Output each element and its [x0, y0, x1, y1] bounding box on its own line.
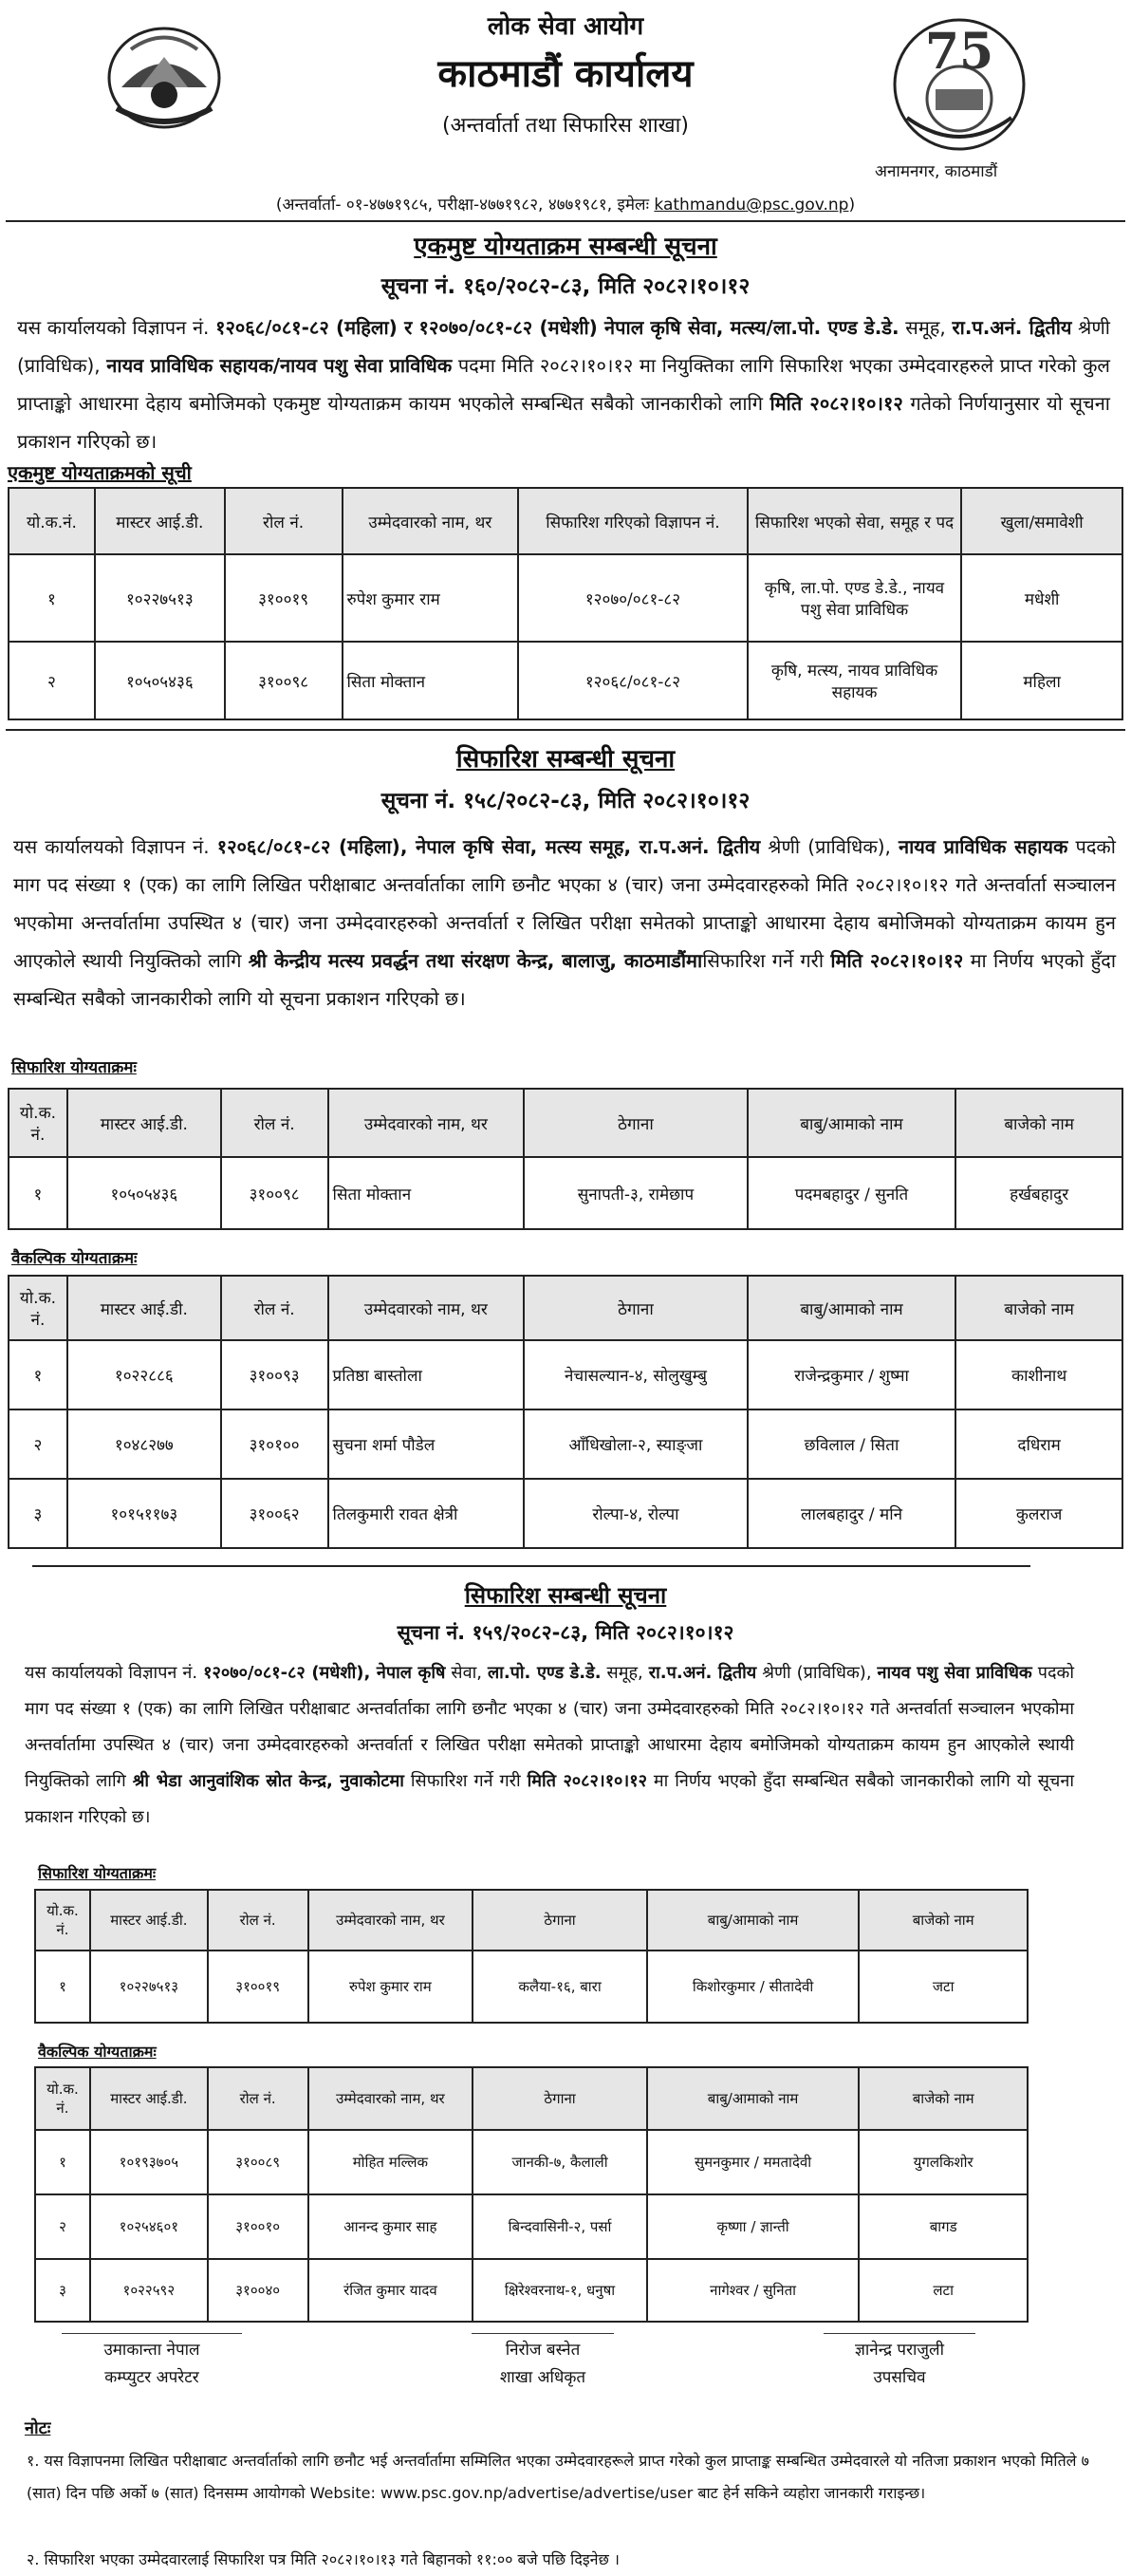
section3-alt-label: वैकल्पिक योग्यताक्रमः: [38, 2043, 157, 2061]
signatory-title: कम्प्युटर अपरेटर: [104, 2368, 199, 2387]
table-header-row: यो.क. नं. मास्टर आई.डी. रोल नं. उम्मेदवारको नाम, थर ठेगाना बाबु/आमाको नाम बाजेको नाम: [9, 1276, 1122, 1340]
section3-paragraph: यस कार्यालयको विज्ञापन नं. १२०७०/०८१-८२ (मधेशी), नेपाल कृषि सेवा, ला.पो. एण्ड डे.डे. समूह, रा.प.अनं. द्वितीय श्रेणी (प्राविधिक), नायव पशु सेवा प्राविधिक पदको माग पद संख्या १ (एक) का लागि लिखित परीक्षाबाट अन्तर्वार्ताका लागि छनौट भएका ४ (चार) जना उम्मेदवारहरुको मिति २०८२।१०।१२ गते अन्तर्वार्ता सञ्चालन भएकोमा अन्तर्वार्तामा उपस्थित ४ (चार) जना उम्मेदवारहरुको अन्तर्वार्ता र लिखित परीक्षा समेतको प्राप्ताङ्को आधारमा देहाय बमोजिमको योग्यताक्रम कायम हुन आएकोले स्थायी नियुक्तिको लागि श्री भेडा आनुवांशिक स्रोत केन्द्र, नुवाकोटमा सिफारिश गर्ने गरी मिति २०८२।१०।१२ मा निर्णय भएको हुँदा सम्बन्धित सबैको जानकारीको लागि यो सूचना प्रकाशन गरिएको छ।: [25, 1663, 1074, 1827]
notes-title: नोटः: [25, 2418, 51, 2438]
header-cell: मास्टर आई.डी.: [95, 488, 225, 554]
section2-alt-table: [8, 1275, 1123, 1549]
table-row: १ १०५०५४३६ ३१००९८ सिता मोक्तान सुनापती-३, रामेछाप पदमबहादुर / सुनति हर्खबहादुर: [9, 1157, 1122, 1229]
anniversary-logo: [888, 13, 1030, 156]
table-row: ३ १०१५११७३ ३१००६२ तिलकुमारी रावत क्षेत्री रोल्पा-४, रोल्पा लालबहादुर / मनि कुलराज: [9, 1479, 1122, 1548]
header-rule: [6, 220, 1125, 222]
section1-paragraph: यस कार्यालयको विज्ञापन नं. १२०६८/०८१-८२ (महिला) र १२०७०/०८१-८२ (मधेशी) नेपाल कृषि सेवा, मत्स्य/ला.पो. एण्ड डे.डे. समूह, रा.प.अनं. द्वितीय श्रेणी (प्राविधिक), नायव प्राविधिक सहायक/नायव पशु सेवा प्राविधिक पदमा मिति २०८२।१०।१२ मा नियुक्तिका लागि सिफारिश भएका उम्मेदवारहरुले प्राप्त गरेको कुल प्राप्ताङ्को आधारमा देहाय बमोजिमको एकमुष्ट योग्यताक्रम कायम भएकोले सम्बन्धित सबैको जानकारीको लागि मिति २०८२।१०।१२ गतेको निर्णयानुसार यो सूचना प्रकाशन गरिएको छ।: [17, 316, 1110, 453]
section3-rec-table: [34, 1889, 1029, 2024]
table-row: १ १०१९३७०५ ३१००८९ मोहित मल्लिक जानकी-७, कैलाली सुमनकुमार / ममतादेवी युगलकिशोर: [35, 2130, 1028, 2194]
contact-line: [0, 193, 1131, 215]
signature-block: [57, 2333, 247, 2387]
office-address: अनामनगर, काठमाडौं: [875, 162, 998, 181]
section2-paragraph: यस कार्यालयको विज्ञापन नं. १२०६८/०८१-८२ (महिला), नेपाल कृषि सेवा, मत्स्य समूह, रा.प.अनं. द्वितीय श्रेणी (प्राविधिक), नायव प्राविधिक सहायक पदको माग पद संख्या १ (एक) का लागि लिखित परीक्षाबाट अन्तर्वार्ताका लागि छनौट भएका ४ (चार) जना उम्मेदवारहरुको मिति २०८२।१०।१२ गते अन्तर्वार्ता सञ्चालन भएकोमा अन्तर्वार्तामा उपस्थित ४ (चार) जना उम्मेदवारहरुको अन्तर्वार्ता र लिखित परीक्षा समेतको प्राप्ताङ्को आधारमा देहाय बमोजिमको योग्यताक्रम कायम हुन आएकोले स्थायी नियुक्तिको लागि श्री केन्द्रीय मत्स्य प्रवर्द्धन तथा संरक्षण केन्द्र, बालाजु, काठमाडौंमासिफारिश गर्ने गरी मिति २०८२।१०।१२ मा निर्णय भएको हुँदा सम्बन्धित सबैको जानकारीको लागि यो सूचना प्रकाशन गरिएको छ।: [13, 835, 1116, 1010]
section1-list-label: एकमुष्ट योग्यताक्रमको सूची: [8, 461, 192, 484]
header-cell: यो.क.नं.: [9, 488, 95, 554]
header-cell: सिफारिश भएको सेवा, समूह र पद: [748, 488, 962, 554]
table-header-row: [9, 488, 1122, 554]
contact-numbers: (अन्तर्वार्ता- ०१-४७७१९८५, परीक्षा-४७७१९८२, ४७७१९८१, इमेलः: [275, 196, 655, 215]
note-1: १. यस विज्ञापनमा लिखित परीक्षाबाट अन्तर्वार्ताको लागि छनौट भई अन्तर्वार्तामा सम्मिलित भएका उम्मेदवारहरूले प्राप्त गरेको कुल प्राप्ताङ्क सम्बन्धित उम्मेदवारले यो नतिजा प्रकाशन भएको मितिले ७ (सात) दिन पछि अर्को ७ (सात) दिनसम्म आयोगको Website: www.psc.gov.np/advertise/advertise/user बाट हेर्न सकिने व्यहोरा जानकारी गराइन्छ।: [27, 2452, 1089, 2502]
svg-text:75: 75: [924, 23, 994, 81]
section2-rule: [32, 1565, 1030, 1567]
table-row: २ १०५०५४३६ ३१००९८ सिता मोक्तान १२०६८/०८१-८२ कृषि, मत्स्य, नायव प्राविधिक सहायक महिला: [9, 642, 1122, 719]
table-row: ३ १०२२५९२ ३१००४० रंजित कुमार यादव क्षिरेश्वरनाथ-१, धनुषा नागेश्वर / सुनिता लटा: [35, 2259, 1028, 2322]
commission-name: लोक सेवा आयोग: [487, 12, 644, 41]
header-cell: उम्मेदवारको नाम, थर: [343, 488, 519, 554]
section2-title: सिफारिश सम्बन्धी सूचना: [455, 745, 676, 774]
table-header-row: यो.क. नं. मास्टर आई.डी. रोल नं. उम्मेदवारको नाम, थर ठेगाना बाबु/आमाको नाम बाजेको नाम: [35, 2067, 1028, 2130]
signatory-name: निरोज बस्नेत: [505, 2341, 581, 2360]
section3-title: सिफारिश सम्बन्धी सूचना: [464, 1582, 667, 1609]
branch-name: (अन्तर्वार्ता तथा सिफारिस शाखा): [442, 114, 689, 138]
header-cell: सिफारिश गरिएको विज्ञापन नं.: [518, 488, 748, 554]
signature-block: [448, 2333, 638, 2387]
table-header-row: यो.क. नं. मास्टर आई.डी. रोल नं. उम्मेदवारको नाम, थर ठेगाना बाबु/आमाको नाम बाजेको नाम: [35, 1890, 1028, 1951]
section2-rec-table: [8, 1088, 1123, 1230]
table-row: १ १०२२७५१३ ३१००१९ रुपेश कुमार राम कलैया-१६, बारा किशोरकुमार / सीतादेवी जटा: [35, 1951, 1028, 2023]
table-row: २ १०४८२७७ ३१०१०० सुचना शर्मा पौडेल आँधिखोला-२, स्याङ्जा छविलाल / सिता दधिराम: [9, 1409, 1122, 1479]
table-row: २ १०२५४६०१ ३१००१० आनन्द कुमार साह बिन्दवासिनी-२, पर्सा कृष्णा / ज्ञान्ती बागड: [35, 2194, 1028, 2259]
header-cell: खुला/समावेशी: [961, 488, 1122, 554]
section3-alt-table: [34, 2066, 1029, 2323]
section1-rule: [6, 729, 1125, 731]
signatory-name: ज्ञानेन्द्र पराजुली: [855, 2341, 944, 2360]
section1-notice-number: सूचना नं. १६०/२०८२-८३, मिति २०८२।१०।१२: [380, 274, 751, 299]
signatory-title: उपसचिव: [873, 2368, 926, 2387]
table-row: १ १०२२७५१३ ३१००१९ रुपेश कुमार राम १२०७०/०८१-८२ कृषि, ला.पो. एण्ड डे.डे., नायव पशु सेवा प्राविधिक मधेशी: [9, 554, 1122, 642]
contact-close: ): [848, 196, 856, 215]
section2-rec-label: सिफारिश योग्यताक्रमः: [11, 1058, 137, 1077]
signatory-title: शाखा अधिकृत: [499, 2368, 586, 2387]
section3-notice-number: सूचना नं. १५९/२०८२-८३, मिति २०८२।१०।१२: [397, 1621, 734, 1644]
website-link[interactable]: www.psc.gov.np/advertise/advertise/user: [380, 2484, 694, 2502]
note-2: २. सिफारिश भएका उम्मेदवारलाई सिफारिश पत्र मिति २०८२।१०।१३ गते बिहानको ११:०० बजे पछि दिइनेछ ।: [27, 2550, 620, 2568]
table-row: १ १०२२८८६ ३१००९३ प्रतिष्ठा बास्तोला नेचासल्यान-४, सोलुखुम्बु राजेन्द्रकुमार / शुष्मा काशीनाथ: [9, 1340, 1122, 1409]
section1-title: एकमुष्ट योग्यताक्रम सम्बन्धी सूचना: [414, 233, 717, 261]
signatory-name: उमाकान्ता नेपाल: [103, 2341, 200, 2360]
section1-table: [8, 487, 1123, 720]
email-link[interactable]: kathmandu@psc.gov.np: [654, 196, 849, 215]
table-header-row: यो.क. नं. मास्टर आई.डी. रोल नं. उम्मेदवारको नाम, थर ठेगाना बाबु/आमाको नाम बाजेको नाम: [9, 1089, 1122, 1157]
office-name: काठमाडौं कार्यालय: [437, 52, 694, 96]
section2-alt-label: वैकल्पिक योग्यताक्रमः: [11, 1249, 138, 1268]
signature-block: [805, 2333, 994, 2387]
section3-rec-label: सिफारिश योग्यताक्रमः: [38, 1864, 157, 1882]
header-cell: रोल नं.: [225, 488, 343, 554]
section2-notice-number: सूचना नं. १५८/२०८२-८३, मिति २०८२।१०।१२: [380, 789, 751, 813]
